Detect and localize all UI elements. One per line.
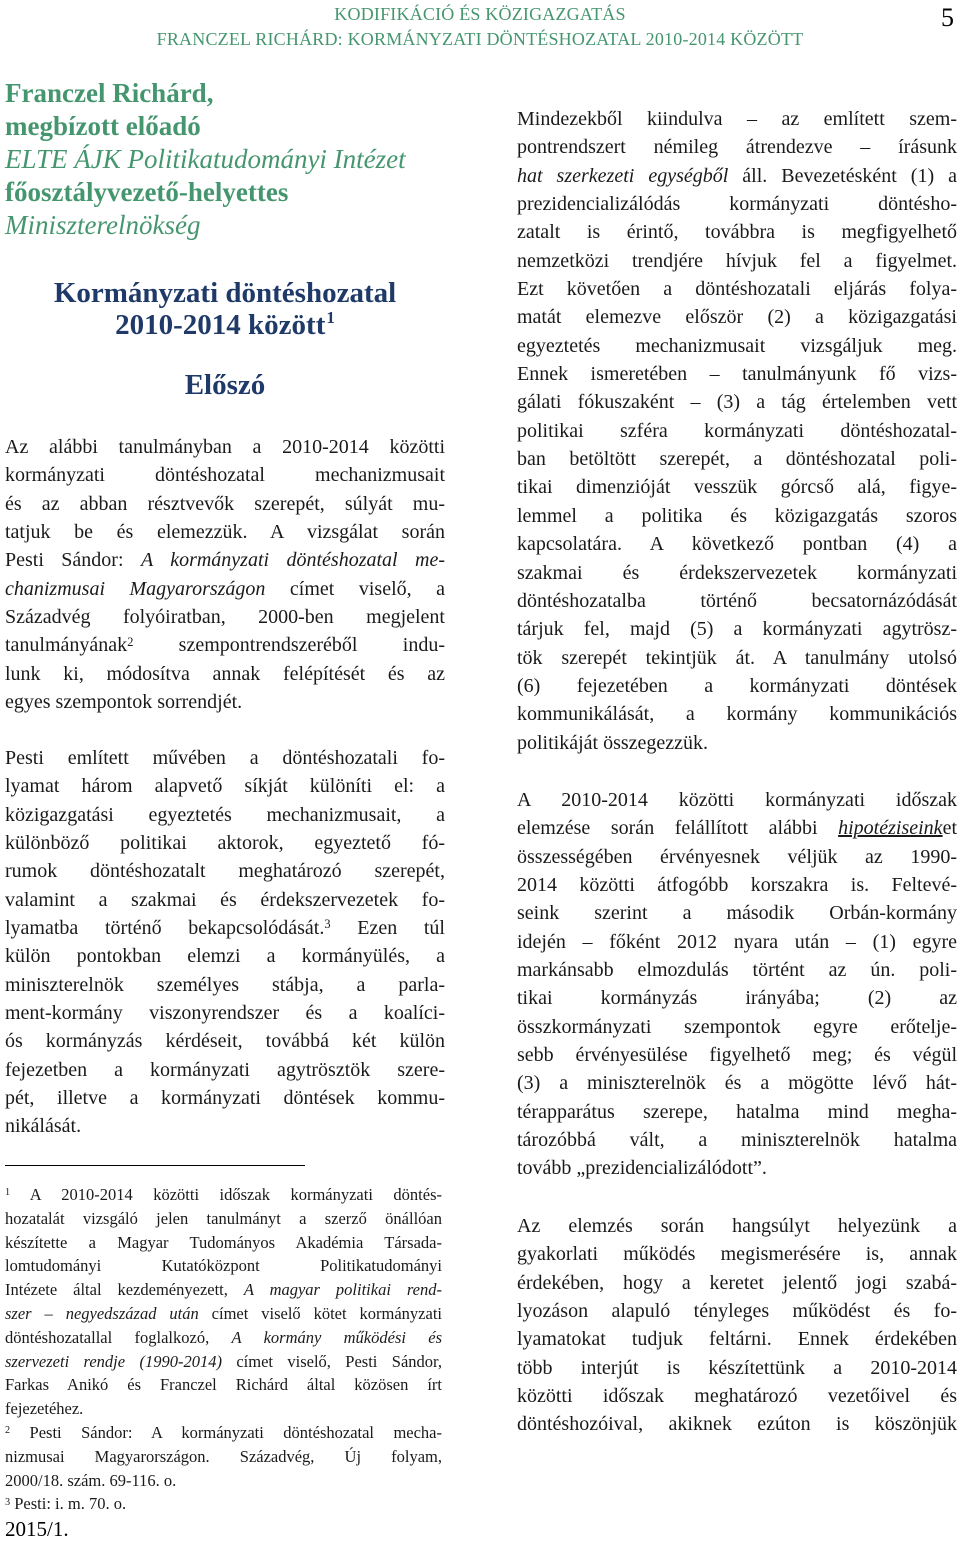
- text-line: [517, 644, 957, 672]
- text-line: [5, 575, 445, 603]
- text-line: [5, 829, 445, 857]
- text-run: Intézete által kezdeményezett,: [5, 1280, 244, 1300]
- text-run: különböző politikai aktorok, egyeztető fó-: [5, 832, 445, 855]
- text-run: tanulmányának: [5, 634, 128, 657]
- text-run: Századvég folyóiratban, 2000-ben megjelent: [5, 606, 445, 629]
- text-line: [517, 1098, 957, 1126]
- text-run: matát elemezve először (2) a közigazgatási: [517, 306, 957, 329]
- text-line: [517, 332, 957, 360]
- text-line: [5, 1254, 442, 1278]
- text-line: [5, 914, 445, 942]
- text-run: gálati fókuszaként – (3) a tág értelemben vett: [517, 391, 957, 414]
- text-line: [5, 1373, 442, 1397]
- text-run: áll. Bevezetésként (1) a: [728, 164, 958, 187]
- text-line: [517, 247, 957, 275]
- text-line: [5, 1421, 442, 1445]
- text-run: 2014 közötti átfogóbb korszakra is. Feltevé-: [517, 874, 957, 897]
- footnote-reference: 2: [127, 634, 134, 649]
- text-run: összkormányzati szempontok egyre erőtelje-: [517, 1015, 957, 1038]
- text-line: [517, 1069, 957, 1097]
- text-run: lyamat három alapvető síkját különíti el: a: [5, 775, 445, 798]
- text-run: markánsabb elmozdulás történt az ún. poli-: [517, 959, 957, 982]
- text-run: egyeztetés mechanizmusait vizsgáljuk meg.: [517, 334, 957, 357]
- text-line: [5, 461, 445, 489]
- text-line: [517, 928, 957, 956]
- text-run: hozatalát vizsgáló jelen tanulmányt a szerző önállóan: [5, 1208, 442, 1228]
- text-line: [517, 162, 957, 190]
- text-line: [5, 1350, 442, 1374]
- journal-name: KODIFIKÁCIÓ ÉS KÖZIGAZGATÁS: [334, 4, 626, 24]
- text-line: [517, 899, 957, 927]
- text-run: tatjuk be és elemezzük. A vizsgálat során: [5, 521, 445, 544]
- text-line: [517, 672, 957, 700]
- issue-number: 2015/1.: [5, 1517, 69, 1541]
- text-line: [5, 1183, 442, 1207]
- text-run: kommunikálását, a kormány kommunikációs: [517, 703, 957, 726]
- emphasized-text: hat szerkezeti egységből: [517, 164, 729, 187]
- author-block: [5, 77, 406, 242]
- text-line: [517, 786, 957, 814]
- text-line: [5, 971, 445, 999]
- text-line: [517, 133, 957, 161]
- text-run: A 2010-2014 közötti kormányzati időszak: [517, 789, 957, 811]
- text-line: [5, 1231, 442, 1255]
- text-run: seink szerint a második Orbán-kormány: [517, 902, 957, 925]
- text-line: [5, 1326, 442, 1350]
- body-paragraph: [517, 105, 957, 757]
- text-run: címet viselő, Pesti Sándor,: [221, 1351, 442, 1371]
- text-run: (3) a miniszterelnök és a mögötte lévő hát-: [517, 1072, 957, 1095]
- text-run: Ezen túl: [330, 917, 445, 940]
- text-line: [517, 559, 957, 587]
- text-line: [5, 857, 445, 885]
- text-line: [5, 546, 445, 574]
- text-line: [517, 530, 957, 558]
- text-run: sebb érvényesülése figyelhető meg; és végül: [517, 1044, 957, 1067]
- body-paragraph: [517, 1212, 957, 1439]
- text-run: ment-kormány viszonyrendszer és a koalíci-: [5, 1002, 445, 1025]
- text-run: tikai kormányzás irányába; (2) az: [517, 987, 957, 1010]
- text-run: kormányzati döntéshozatal mechanizmusait: [5, 464, 445, 487]
- text-line: [517, 1154, 957, 1182]
- text-run: készítette a Magyar Tudományos Akadémia Társada-: [5, 1232, 442, 1252]
- text-run: térapparátus szerepe, hatalma mind megha-: [517, 1100, 957, 1123]
- text-line: [5, 744, 445, 772]
- text-line: [517, 984, 957, 1012]
- text-run: tök szerepét tekintjük át. A tanulmány utolsó: [517, 646, 957, 669]
- text-run: címet viselő, a: [265, 577, 445, 600]
- text-run: nikálását.: [5, 1115, 82, 1138]
- text-run: nemzetközi trendjére hívjuk fel a figyelmet.: [517, 249, 957, 272]
- text-run: prezidencializálódás kormányzati döntésho-: [517, 193, 957, 216]
- section-heading: Előszó: [184, 369, 266, 401]
- text-run: fejezetben a kormányzati agytrösztök szere-: [5, 1058, 445, 1081]
- text-run: Pesti említett művében a döntéshozatali fo-: [5, 747, 445, 769]
- text-run: politikai szféra kormányzati döntéshozatal-: [517, 419, 957, 442]
- text-line: [5, 1278, 442, 1302]
- text-run: döntéshozóival, akiknek ezúton is köszönjük: [517, 1413, 957, 1436]
- text-line: [5, 1056, 445, 1084]
- text-line: [5, 801, 445, 829]
- text-run: Farkas Anikó és Franczel Richárd által közösen írt: [5, 1375, 442, 1395]
- text-run: Mindezekből kiindulva – az említett szem-: [517, 108, 957, 130]
- text-run: gyakorlati működés megismerésére is, annak: [517, 1243, 957, 1266]
- text-line: [517, 700, 957, 728]
- text-run: külön pontokban elemzi a kormányülés, a: [5, 945, 445, 968]
- text-line: [517, 1126, 957, 1154]
- footnote-reference: 2: [5, 1425, 11, 1437]
- text-run: A 2010-2014 közötti időszak kormányzati döntés-: [10, 1185, 442, 1204]
- text-run: közigazgatási egyeztetés mechanizmusait, a: [5, 803, 445, 826]
- text-run: szempontrendszeréből indu-: [133, 634, 445, 657]
- text-line: [517, 1410, 957, 1438]
- text-line: [5, 1492, 442, 1516]
- text-line: [517, 303, 957, 331]
- text-run: valamint a szakmai és érdekszervezetek fo-: [5, 888, 445, 911]
- emphasized-text: A kormány működési és: [231, 1327, 443, 1347]
- text-line: [517, 1013, 957, 1041]
- text-run: Ezt követően a döntéshozatali eljárás folya-: [517, 278, 957, 301]
- text-line: [517, 388, 957, 416]
- title-line: [5, 309, 445, 345]
- author-affiliation: ELTE ÁJK Politikatudományi Intézet: [5, 144, 406, 174]
- text-line: [5, 942, 445, 970]
- footnotes: [5, 1183, 442, 1516]
- body-paragraph: [5, 744, 445, 1141]
- author-role: főosztályvezető-helyettes: [5, 177, 289, 207]
- text-run: kapcsolatára. A következő pontban (4) a: [517, 533, 957, 556]
- text-run: tárjuk fel, majd (5) a kormányzati agytrösz-: [517, 618, 957, 641]
- text-line: [5, 772, 445, 800]
- text-line: [517, 275, 957, 303]
- footnote: [5, 1492, 442, 1516]
- author-role: megbízott előadó: [5, 111, 201, 141]
- text-line: [5, 433, 445, 461]
- text-line: [5, 1302, 442, 1326]
- text-run: ós kormányzás kérdéseit, továbbá két külön: [5, 1030, 445, 1053]
- title-footnote-ref: 1: [326, 308, 335, 327]
- text-line: [517, 843, 957, 871]
- text-run: címet viselő kötet kormányzati: [198, 1303, 442, 1323]
- footnote: [5, 1183, 442, 1421]
- text-line: [517, 1212, 957, 1240]
- page-number: 5: [941, 3, 954, 32]
- text-run: Ennek ismeretében – tanulmányunk fő vizs-: [517, 363, 957, 386]
- text-run: politikáját összegezzük.: [517, 731, 709, 754]
- text-run: nizmusai Magyarországon. Századvég, Új folyam,: [5, 1446, 442, 1466]
- text-line: [517, 1382, 957, 1410]
- article-title: [5, 277, 445, 345]
- text-line: [5, 886, 445, 914]
- text-run: lyamatokat tudjuk feltárni. Ennek érdekében: [517, 1328, 957, 1351]
- text-run: összességében érvényesnek véljük az 1990-: [517, 845, 957, 868]
- text-run: döntéshozatallal foglalkozó,: [5, 1327, 232, 1347]
- text-run: pontrendszert némileg átrendezve – írásunk: [517, 136, 957, 159]
- text-line: [517, 1325, 957, 1353]
- text-line: [5, 660, 445, 688]
- text-run: Pesti: i. m. 70. o.: [10, 1494, 127, 1514]
- footnote-reference: 3: [5, 1496, 11, 1508]
- footnote-separator: [5, 1165, 305, 1166]
- text-line: [5, 631, 445, 659]
- text-line: [517, 105, 957, 133]
- text-run: lyamatba történő bekapcsolódását.: [5, 917, 325, 940]
- emphasized-text: A magyar politikai rend-: [243, 1280, 442, 1300]
- title-line: Kormányzati döntéshozatal: [53, 277, 397, 309]
- text-run: lyozáson alapuló tényleges működést és fo-: [517, 1300, 957, 1323]
- running-title: FRANCZEL RICHÁRD: KORMÁNYZATI DÖNTÉSHOZATAL 2010-2014 KÖZÖTT: [156, 29, 804, 49]
- text-line: [5, 1027, 445, 1055]
- text-run: lunk ki, módosítva annak felépítését és az: [5, 662, 445, 685]
- footnote-reference: 3: [324, 917, 331, 932]
- text-line: [517, 871, 957, 899]
- text-line: [517, 502, 957, 530]
- text-line: [517, 1269, 957, 1297]
- text-run: Az alábbi tanulmányban a 2010-2014 közötti: [5, 436, 445, 458]
- text-run: szakmai és érdekszervezetek kormányzati: [517, 561, 957, 584]
- text-line: [517, 1240, 957, 1268]
- text-run: Pesti Sándor:: [5, 549, 141, 572]
- text-run: tikai dimenzióját vesszük górcső alá, figye-: [517, 476, 957, 499]
- text-line: [517, 445, 957, 473]
- text-run: (6) fejezetében a kormányzati döntések: [517, 674, 957, 697]
- text-line: [517, 1297, 957, 1325]
- text-line: [5, 688, 445, 716]
- text-line: [517, 615, 957, 643]
- footnote-reference: 1: [5, 1187, 11, 1199]
- text-line: [517, 473, 957, 501]
- text-line: [5, 1469, 442, 1493]
- author-name: Franczel Richárd,: [5, 78, 214, 108]
- text-run: elemzése során felállított alábbi: [517, 817, 839, 840]
- text-run: idején – főként 2012 nyara után – (1) egyre: [517, 930, 957, 953]
- text-line: [517, 190, 957, 218]
- text-line: [517, 1041, 957, 1069]
- text-run: egyes szempontok sorrendjét.: [5, 691, 243, 714]
- text-line: [5, 1084, 445, 1112]
- text-run: miniszterelnök személyes stábja, a parla-: [5, 973, 445, 996]
- text-line: [5, 999, 445, 1027]
- emphasized-text: chanizmusai Magyarországon: [5, 577, 266, 600]
- body-paragraph: [517, 786, 957, 1183]
- title-line-text: 2010-2014 között: [115, 309, 326, 341]
- text-run: és az abban résztvevők szerepét, súlyát mu-: [5, 492, 445, 515]
- text-line: [517, 360, 957, 388]
- text-run: lomtudományi Kutatóközpont Politikatudományi: [5, 1256, 442, 1276]
- text-line: [5, 1397, 442, 1421]
- text-line: [5, 1207, 442, 1231]
- body-paragraph: [5, 433, 445, 716]
- emphasized-text: A kormányzati döntéshozatal me-: [140, 549, 445, 572]
- text-line: [5, 1112, 445, 1140]
- text-run: zatalt is érintő, továbbra is megfigyelhető: [517, 221, 957, 244]
- text-run: rumok döntéshozatalt meghatározó szerepét,: [5, 860, 445, 883]
- text-run: lemmel a politika és közigazgatás szoros: [517, 504, 957, 527]
- text-line: [517, 218, 957, 246]
- text-run: Az elemzés során hangsúlyt helyezünk a: [517, 1215, 957, 1237]
- text-line: [5, 603, 445, 631]
- text-run: döntéshozatalba történő becsatornázódását: [517, 589, 957, 612]
- emphasized-text: szer – negyedszázad után: [5, 1303, 199, 1323]
- text-run: Pesti Sándor: A kormányzati döntéshozatal mecha-: [10, 1422, 442, 1442]
- text-line: [5, 1445, 442, 1469]
- text-line: [517, 1354, 957, 1382]
- emphasized-text: szervezeti rendje (1990-2014): [5, 1351, 222, 1371]
- text-run: fejezetéhez.: [5, 1399, 84, 1419]
- text-line: [517, 587, 957, 615]
- footnote: [5, 1421, 442, 1492]
- text-run: érdekében, hogy a keretet jelentő jogi szabá-: [517, 1271, 957, 1294]
- text-run: tározóbbá vált, a miniszterelnök hatalma: [517, 1129, 957, 1152]
- text-run: et: [942, 817, 957, 840]
- text-line: [517, 729, 957, 757]
- text-line: [517, 814, 957, 842]
- author-affiliation: Miniszterelnökség: [5, 210, 201, 240]
- text-line: [517, 956, 957, 984]
- text-line: [5, 518, 445, 546]
- text-run: 2000/18. szám. 69-116. o.: [5, 1470, 177, 1490]
- text-run: pét, illetve a kormányzati döntések kommu-: [5, 1087, 445, 1110]
- text-run: tovább „prezidencializálódott”.: [517, 1157, 767, 1180]
- text-line: [5, 490, 445, 518]
- text-run: ban betöltött szerepét, a döntéshozatal poli-: [517, 448, 957, 471]
- emphasized-text: hipotéziseink: [838, 817, 943, 840]
- text-run: közötti időszak meghatározó vezetőivel és: [517, 1385, 957, 1408]
- text-line: [517, 417, 957, 445]
- text-run: több interjút is készítettünk a 2010-2014: [517, 1356, 957, 1379]
